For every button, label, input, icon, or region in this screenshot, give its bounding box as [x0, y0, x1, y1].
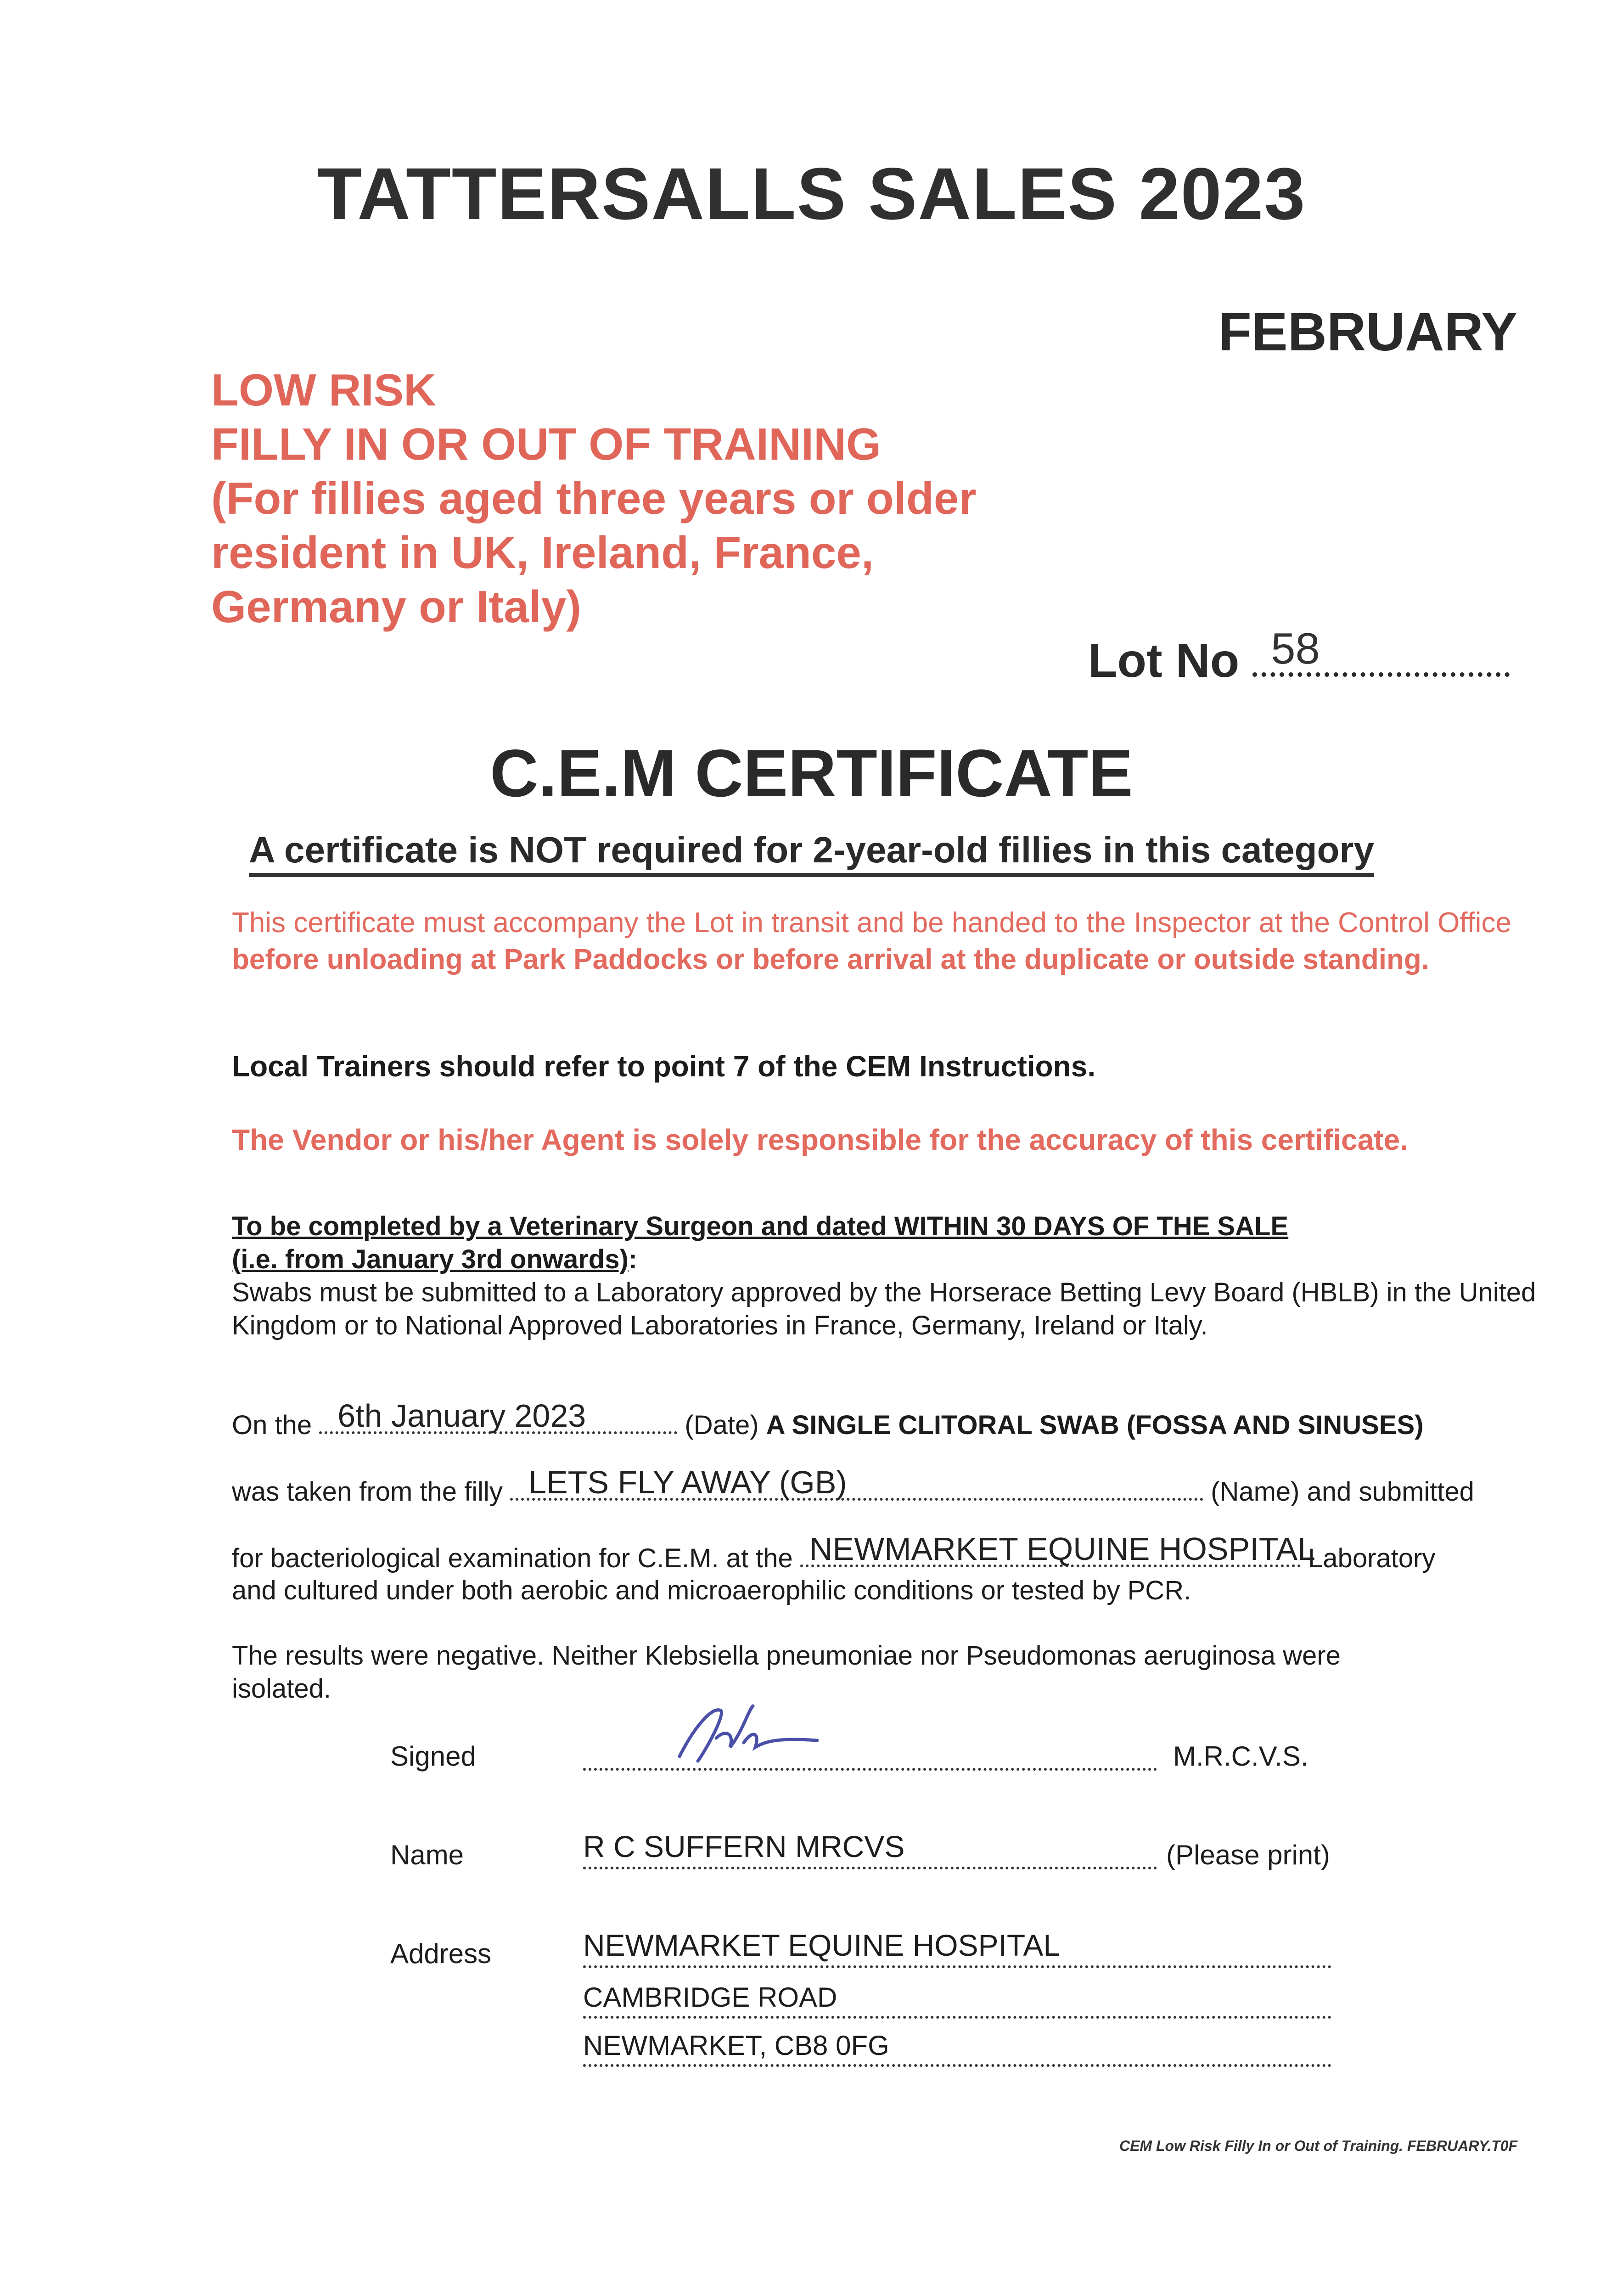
lot-number [1088, 624, 1510, 688]
cultured-text: and cultured under both aerobic and microaerophilic conditions or tested by PCR. [232, 1576, 1191, 1605]
address-line-1-field[interactable]: NEWMARKET EQUINE HOSPITAL [583, 1938, 1331, 1968]
completion-heading: To be completed by a Veterinary Surgeon and dated WITHIN 30 DAYS OF THE SALE [232, 1211, 1289, 1241]
vet-name-field[interactable]: R C SUFFERN MRCVS [583, 1839, 1157, 1869]
laboratory-line: for bacteriological examination for C.E.M. at the NEWMARKET EQUINE HOSPITAL Laboratory [232, 1531, 1436, 1573]
date-field[interactable]: 6th January 2023 [319, 1413, 677, 1434]
signature-image [661, 1701, 826, 1770]
completion-date-range: (i.e. from January 3rd onwards) [232, 1244, 629, 1274]
date-line: On the 6th January 2023 (Date) A SINGLE CLITORAL SWAB (FOSSA AND SINUSES) [232, 1398, 1424, 1440]
risk-category [211, 363, 977, 634]
address-label: Address [390, 1938, 492, 1969]
accompany-instructions: This certificate must accompany the Lot in transit and be handed to the Inspector at the Control Office before unloading at Park Paddocks or before arrival at the duplicate or outside standing. [232, 907, 1511, 975]
swab-submission-text: Swabs must be submitted to a Laboratory approved by the Horserace Betting Levy Board (HBLB) in the United Kingdom or to National Approved Laboratories in France, Germany, Ireland or Italy. [232, 1277, 1536, 1340]
filly-line: was taken from the filly LETS FLY AWAY (GB) (Name) and submitted [232, 1464, 1474, 1507]
address-line-3-field[interactable]: NEWMARKET, CB8 0FG [583, 2037, 1331, 2067]
lot-label: Lot No [1088, 634, 1240, 687]
sale-month: FEBRUARY [1218, 302, 1517, 362]
lot-field[interactable] [1252, 624, 1510, 677]
unloading-instruction: before unloading at Park Paddocks or before arrival at the duplicate or outside standing. [232, 944, 1429, 975]
vendor-responsibility: The Vendor or his/her Agent is solely responsible for the accuracy of this certificate. [232, 1123, 1408, 1156]
lot-value: 58 [1271, 624, 1320, 673]
risk-line-5: Germany or Italy) [211, 581, 582, 632]
laboratory-field[interactable]: NEWMARKET EQUINE HOSPITAL [800, 1546, 1301, 1567]
signature-field[interactable] [583, 1740, 1157, 1771]
risk-line-4: resident in UK, Ireland, France, [211, 527, 874, 578]
results-text: The results were negative. Neither Klebsiella pneumoniae nor Pseudomonas aeruginosa were isolated. [232, 1641, 1341, 1704]
address-line-2-field[interactable]: CAMBRIDGE ROAD [583, 1988, 1331, 2019]
form-reference-footer: CEM Low Risk Filly In or Out of Training. FEBRUARY.T0F [1119, 2138, 1517, 2154]
mrcvs-label: M.R.C.V.S. [1173, 1741, 1309, 1772]
please-print-label: (Please print) [1166, 1840, 1330, 1870]
local-trainers-note: Local Trainers should refer to point 7 of the CEM Instructions. [232, 1050, 1096, 1083]
name-label: Name [390, 1840, 464, 1870]
certificate-title: C.E.M CERTIFICATE [490, 736, 1133, 810]
risk-line-2: FILLY IN OR OUT OF TRAINING [211, 419, 882, 469]
not-required-notice: A certificate is NOT required for 2-year-old fillies in this category [0, 829, 1623, 871]
filly-name-field[interactable]: LETS FLY AWAY (GB) [510, 1480, 1203, 1501]
completion-instructions: To be completed by a Veterinary Surgeon and dated WITHIN 30 DAYS OF THE SALE (i.e. from January 3rd onwards): Swabs must be submitted to a Laboratory approved by the Horserace Betting Levy Board (HBLB) in the United Kingdom or to National Approved Laboratories in France, Germany, Ireland or Italy. [232, 1210, 1540, 1342]
risk-line-3: (For fillies aged three years or older [211, 473, 977, 523]
signed-label: Signed [390, 1741, 476, 1772]
risk-line-1: LOW RISK [211, 365, 436, 415]
document-title: TATTERSALLS SALES 2023 [317, 152, 1306, 235]
